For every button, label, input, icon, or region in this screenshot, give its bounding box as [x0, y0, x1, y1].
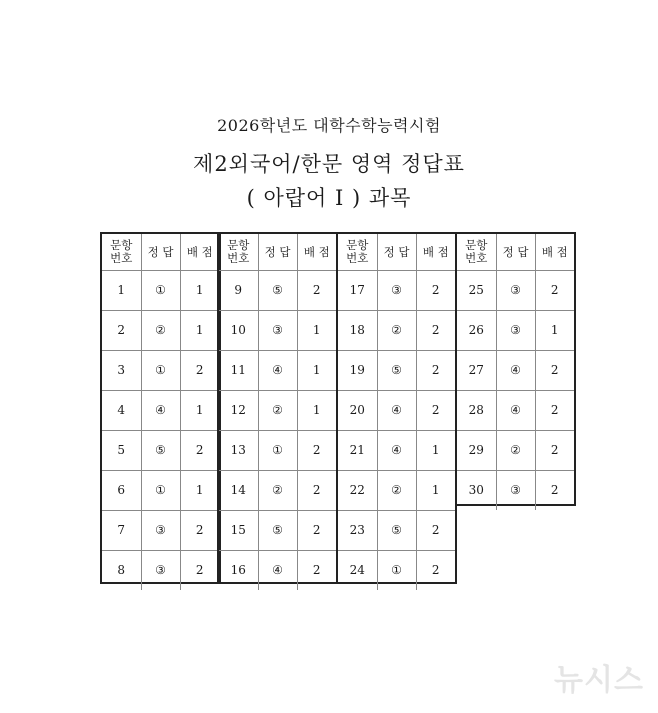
answer-key-title: 제2외국어/한문 영역 정답표 — [193, 152, 465, 176]
column-header: 문항 번호 — [338, 234, 377, 271]
correct-answer: ② — [258, 391, 297, 431]
points: 1 — [416, 471, 455, 511]
question-number: 23 — [338, 511, 377, 551]
points: 1 — [180, 391, 219, 431]
answer-sheet — [100, 232, 576, 584]
table-row — [219, 351, 336, 391]
table-row — [219, 431, 336, 471]
correct-answer: ② — [496, 431, 535, 471]
table-row — [457, 431, 574, 471]
question-number: 21 — [338, 431, 377, 471]
points: 2 — [535, 351, 574, 391]
correct-answer: ③ — [258, 311, 297, 351]
points: 2 — [416, 271, 455, 311]
correct-answer: ② — [141, 311, 180, 351]
question-number: 7 — [102, 511, 141, 551]
column-header: 배 점 — [180, 234, 219, 271]
correct-answer: ② — [377, 311, 416, 351]
points: 2 — [180, 431, 219, 471]
table-row — [102, 271, 219, 311]
points: 1 — [297, 391, 336, 431]
correct-answer: ③ — [496, 471, 535, 511]
correct-answer: ② — [258, 471, 297, 511]
points: 2 — [416, 511, 455, 551]
question-number: 17 — [338, 271, 377, 311]
question-number: 28 — [457, 391, 496, 431]
correct-answer: ① — [141, 271, 180, 311]
correct-answer: ④ — [496, 391, 535, 431]
table-row — [338, 431, 455, 471]
correct-answer: ③ — [141, 551, 180, 591]
question-number: 26 — [457, 311, 496, 351]
question-number: 4 — [102, 391, 141, 431]
subject-title: ( 아랍어 I ) 과목 — [246, 186, 412, 210]
points: 1 — [180, 311, 219, 351]
points: 2 — [180, 351, 219, 391]
points: 2 — [180, 551, 219, 591]
question-number: 14 — [219, 471, 258, 511]
answer-section — [100, 232, 221, 584]
correct-answer: ⑤ — [141, 431, 180, 471]
question-number: 18 — [338, 311, 377, 351]
table-row — [219, 551, 336, 591]
table-row — [219, 511, 336, 551]
points: 2 — [180, 511, 219, 551]
table-row — [457, 271, 574, 311]
table-row — [338, 351, 455, 391]
table-row — [219, 391, 336, 431]
question-number: 24 — [338, 551, 377, 591]
column-header: 문항 번호 — [102, 234, 141, 271]
question-number: 22 — [338, 471, 377, 511]
table-row — [102, 311, 219, 351]
question-number: 25 — [457, 271, 496, 311]
table-row — [102, 551, 219, 591]
points: 2 — [535, 431, 574, 471]
question-number: 6 — [102, 471, 141, 511]
points: 2 — [297, 271, 336, 311]
question-number: 3 — [102, 351, 141, 391]
points: 2 — [416, 391, 455, 431]
column-header: 정 답 — [258, 234, 297, 271]
exam-year-title: 2026학년도 대학수학능력시험 — [217, 116, 441, 135]
correct-answer: ③ — [141, 511, 180, 551]
column-header: 정 답 — [496, 234, 535, 271]
question-number: 30 — [457, 471, 496, 511]
correct-answer: ③ — [496, 271, 535, 311]
points: 2 — [416, 351, 455, 391]
points: 2 — [535, 471, 574, 511]
correct-answer: ⑤ — [258, 511, 297, 551]
answer-section — [455, 232, 576, 506]
table-row — [102, 351, 219, 391]
table-row — [338, 511, 455, 551]
table-row — [219, 271, 336, 311]
question-number: 15 — [219, 511, 258, 551]
question-number: 13 — [219, 431, 258, 471]
points: 2 — [535, 271, 574, 311]
points: 2 — [297, 431, 336, 471]
table-row — [457, 471, 574, 511]
correct-answer: ⑤ — [377, 351, 416, 391]
correct-answer: ④ — [141, 391, 180, 431]
table-row — [102, 391, 219, 431]
table-row — [457, 311, 574, 351]
table-row — [338, 551, 455, 591]
table-row — [219, 311, 336, 351]
question-number: 8 — [102, 551, 141, 591]
question-number: 27 — [457, 351, 496, 391]
points: 1 — [180, 271, 219, 311]
correct-answer: ⑤ — [377, 511, 416, 551]
answer-section — [217, 232, 338, 584]
correct-answer: ③ — [377, 271, 416, 311]
points: 1 — [180, 471, 219, 511]
question-number: 20 — [338, 391, 377, 431]
table-row — [338, 271, 455, 311]
correct-answer: ③ — [496, 311, 535, 351]
points: 1 — [535, 311, 574, 351]
newsis-watermark: 뉴시스 — [554, 663, 644, 698]
question-number: 2 — [102, 311, 141, 351]
correct-answer: ① — [377, 551, 416, 591]
correct-answer: ① — [141, 351, 180, 391]
question-number: 12 — [219, 391, 258, 431]
correct-answer: ④ — [377, 431, 416, 471]
table-row — [102, 511, 219, 551]
table-row — [457, 391, 574, 431]
points: 1 — [297, 311, 336, 351]
points: 2 — [297, 551, 336, 591]
points: 2 — [535, 391, 574, 431]
correct-answer: ② — [377, 471, 416, 511]
column-header: 정 답 — [141, 234, 180, 271]
points: 1 — [297, 351, 336, 391]
column-header: 배 점 — [535, 234, 574, 271]
correct-answer: ④ — [258, 351, 297, 391]
table-row — [338, 391, 455, 431]
points: 2 — [416, 551, 455, 591]
correct-answer: ⑤ — [258, 271, 297, 311]
answer-section — [336, 232, 457, 584]
table-row — [338, 311, 455, 351]
points: 1 — [416, 431, 455, 471]
column-header: 배 점 — [297, 234, 336, 271]
points: 2 — [297, 471, 336, 511]
question-number: 9 — [219, 271, 258, 311]
points: 2 — [416, 311, 455, 351]
question-number: 29 — [457, 431, 496, 471]
table-row — [102, 471, 219, 511]
question-number: 10 — [219, 311, 258, 351]
correct-answer: ④ — [258, 551, 297, 591]
table-row — [338, 471, 455, 511]
correct-answer: ④ — [496, 351, 535, 391]
table-row — [102, 431, 219, 471]
column-header: 문항 번호 — [457, 234, 496, 271]
question-number: 16 — [219, 551, 258, 591]
question-number: 1 — [102, 271, 141, 311]
column-header: 정 답 — [377, 234, 416, 271]
column-header: 문항 번호 — [219, 234, 258, 271]
question-number: 19 — [338, 351, 377, 391]
correct-answer: ① — [258, 431, 297, 471]
question-number: 11 — [219, 351, 258, 391]
table-row — [219, 471, 336, 511]
points: 2 — [297, 511, 336, 551]
column-header: 배 점 — [416, 234, 455, 271]
table-row — [457, 351, 574, 391]
correct-answer: ① — [141, 471, 180, 511]
question-number: 5 — [102, 431, 141, 471]
correct-answer: ④ — [377, 391, 416, 431]
